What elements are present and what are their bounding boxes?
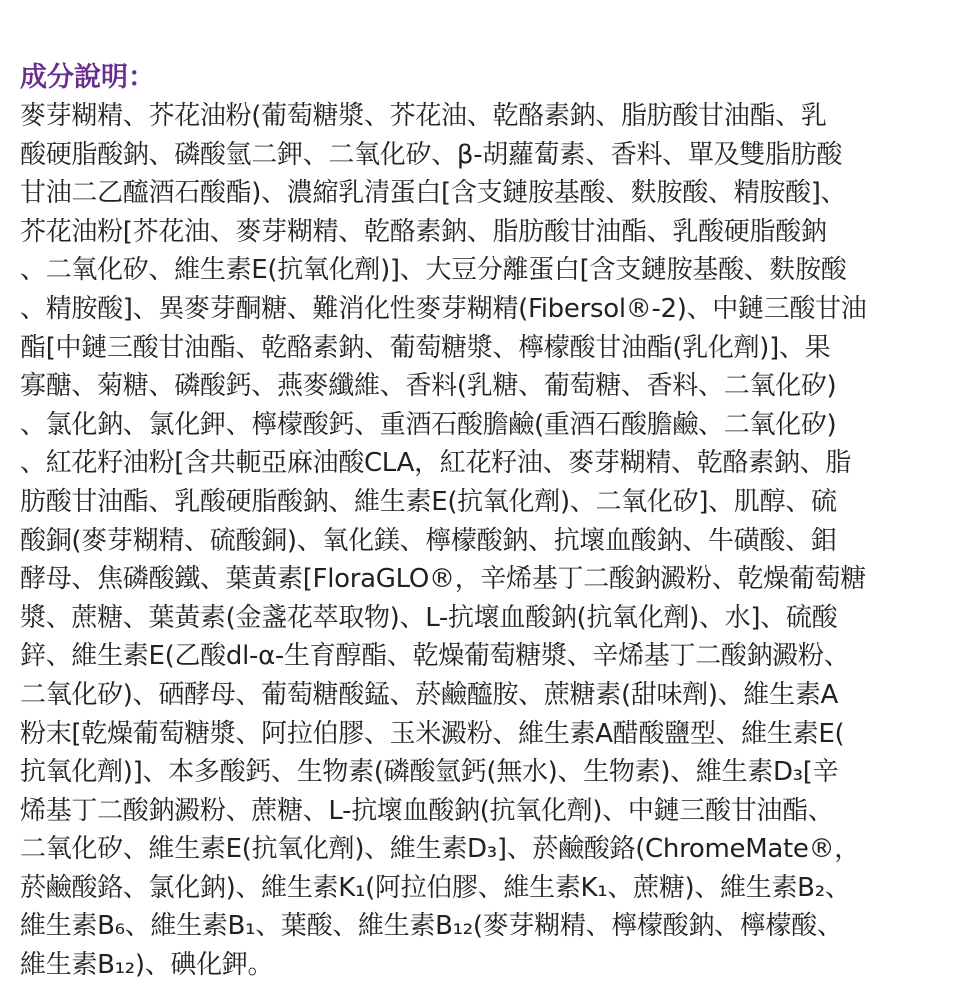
ingredients-panel (20, 60, 965, 985)
ingredients-line: 漿、蔗糖、葉黃素(金盞花萃取物)、L-抗壞血酸鈉(抗氧化劑)、水]、硫酸 (20, 602, 838, 633)
ingredients-line: 烯基丁二酸鈉澱粉、蔗糖、L-抗壞血酸鈉(抗氧化劑)、中鏈三酸甘油酯、 (20, 795, 834, 826)
ingredients-line: 酵母、焦磷酸鐵、葉黃素[FloraGLO®，辛烯基丁二酸鈉澱粉、乾燥葡萄糖 (20, 564, 866, 595)
ingredients-line: 酸銅(麥芽糊精、硫酸銅)、氧化鎂、檸檬酸鈉、抗壞血酸鈉、牛磺酸、鉬 (20, 525, 837, 556)
ingredients-text (20, 97, 965, 985)
ingredients-heading: 成分說明： (20, 62, 155, 93)
ingredients-line: 鋅、維生素E(乙酸dl-α-生育醇酯、乾燥葡萄糖漿、辛烯基丁二酸鈉澱粉、 (20, 641, 850, 672)
ingredients-line: 酸硬脂酸鈉、磷酸氫二鉀、二氧化矽、β-胡蘿蔔素、香料、單及雙脂肪酸 (20, 139, 843, 170)
ingredients-line: 麥芽糊精、芥花油粉(葡萄糖漿、芥花油、乾酪素鈉、脂肪酸甘油酯、乳 (20, 101, 827, 131)
ingredients-line: 甘油二乙醯酒石酸酯)、濃縮乳清蛋白[含支鏈胺基酸、麩胺酸、精胺酸]、 (20, 178, 847, 209)
ingredients-line: 維生素B₁₂)、碘化鉀。 (20, 950, 274, 981)
ingredients-line: 、紅花籽油粉[含共軛亞麻油酸CLA，紅花籽油、麥芽糊精、乾酪素鈉、脂 (20, 448, 851, 479)
ingredients-line: 二氧化矽、維生素E(抗氧化劑)、維生素D₃]、菸鹼酸鉻(ChromeMate®， (20, 834, 860, 865)
ingredients-line: 維生素B₆、維生素B₁、葉酸、維生素B₁₂(麥芽糊精、檸檬酸鈉、檸檬酸、 (20, 911, 843, 942)
ingredients-line: 、精胺酸]、異麥芽酮糖、難消化性麥芽糊精(Fibersol®-2)、中鏈三酸甘油 (20, 293, 867, 324)
ingredients-line: 酯[中鏈三酸甘油酯、乾酪素鈉、葡萄糖漿、檸檬酸甘油酯(乳化劑)]、果 (20, 332, 831, 363)
ingredients-line: 芥花油粉[芥花油、麥芽糊精、乾酪素鈉、脂肪酸甘油酯、乳酸硬脂酸鈉 (20, 216, 827, 247)
ingredients-line: 二氧化矽)、硒酵母、葡萄糖酸錳、菸鹼醯胺、蔗糖素(甜味劑)、維生素A (20, 679, 839, 710)
ingredients-line: 菸鹼酸鉻、氯化鈉)、維生素K₁(阿拉伯膠、維生素K₁、蔗糖)、維生素B₂、 (20, 872, 851, 903)
ingredients-line: 肪酸甘油酯、乳酸硬脂酸鈉、維生素E(抗氧化劑)、二氧化矽]、肌醇、硫 (20, 486, 837, 517)
ingredients-line: 粉末[乾燥葡萄糖漿、阿拉伯膠、玉米澱粉、維生素A醋酸鹽型、維生素E( (20, 718, 845, 749)
ingredients-line: 、二氧化矽、維生素E(抗氧化劑)]、大豆分離蛋白[含支鏈胺基酸、麩胺酸 (20, 255, 847, 286)
ingredients-line: 寡醣、菊糖、磷酸鈣、燕麥纖維、香料(乳糖、葡萄糖、香料、二氧化矽) (20, 371, 837, 402)
ingredients-line: 抗氧化劑)]、本多酸鈣、生物素(磷酸氫鈣(無水)、生物素)、維生素D₃[辛 (20, 757, 839, 788)
ingredients-line: 、氯化鈉、氯化鉀、檸檬酸鈣、重酒石酸膽鹼(重酒石酸膽鹼、二氧化矽) (20, 409, 837, 440)
